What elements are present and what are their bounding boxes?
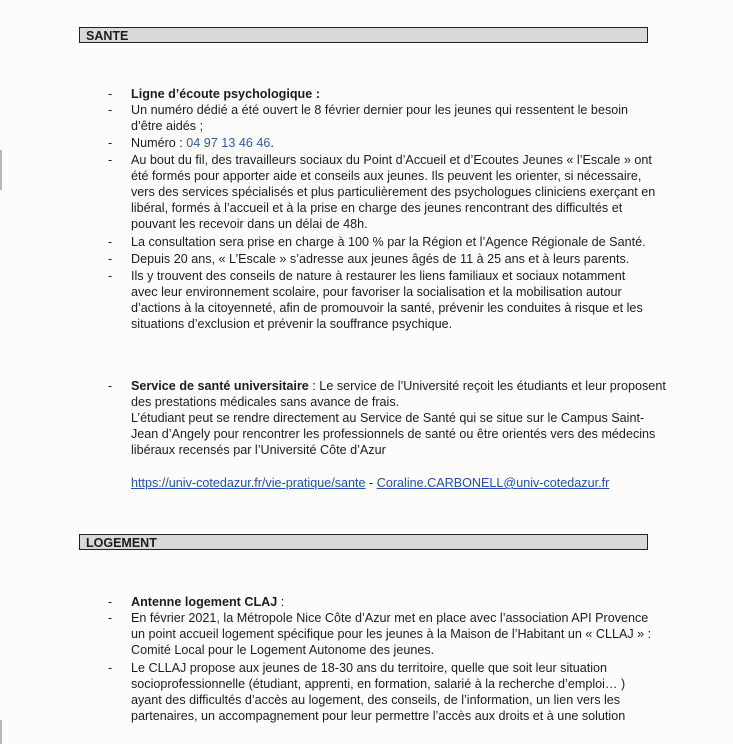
- paragraph-line: Ils y trouvent des conseils de nature à restaurer les liens familiaux et sociaux notamment: [131, 269, 626, 283]
- paragraph-line: des prestations médicales sans avance de frais.: [131, 395, 400, 409]
- subsection-universitaire: [131, 378, 666, 394]
- paragraph-line: pouvant les recevoir dans un délai de 48h.: [131, 217, 368, 231]
- link-separator: -: [365, 476, 377, 490]
- bullet-dash: -: [108, 153, 113, 167]
- section-title: LOGEMENT: [86, 536, 157, 550]
- links-line: [131, 475, 609, 491]
- paragraph-line: Comité Local pour le Logement Autonome des jeunes.: [131, 643, 435, 657]
- scan-edge-mark: [0, 720, 2, 744]
- paragraph-line: situations d’exclusion et prévenir la souffrance psychique.: [131, 317, 453, 331]
- subsection-heading-ecoute: Ligne d’écoute psychologique :: [131, 87, 320, 101]
- bullet-dash: -: [108, 661, 113, 675]
- paragraph-line: partenaires, un accompagnement pour leur permettre l’accès aux droits et à une solution: [131, 709, 626, 723]
- sante-page-link[interactable]: https://univ-cotedazur.fr/vie-pratique/sante: [131, 476, 366, 490]
- paragraph-line: ayant des difficultés d’accès au logement, des conseils, de l’information, un lien vers les: [131, 693, 621, 707]
- contact-email-link[interactable]: Coraline.CARBONELL@univ-cotedazur.fr: [376, 476, 610, 490]
- bullet-dash: -: [108, 103, 113, 117]
- paragraph-line: Un numéro dédié a été ouvert le 8 février dernier pour les jeunes qui ressentent le besoin: [131, 103, 629, 117]
- paragraph-line: libéral, formés à l’accueil et à la prise en charge des jeunes rencontrant des difficultés et: [131, 201, 623, 215]
- subsection-heading-universitaire: Service de santé universitaire: [131, 379, 309, 393]
- paragraph-line: En février 2021, la Métropole Nice Côte d’Azur met en place avec l’association API Provence: [131, 611, 649, 625]
- paragraph-line: d’actions à la citoyenneté, afin de promouvoir la santé, prévenir les conduites à risque et les: [131, 301, 643, 315]
- paragraph-line: Au bout du fil, des travailleurs sociaux du Point d’Accueil et d’Ecoutes Jeunes « l’Escale » ont: [131, 153, 652, 167]
- paragraph-line: Depuis 20 ans, « L’Escale » s’adresse aux jeunes âgés de 11 à 25 ans et à leurs parents.: [131, 252, 630, 266]
- heading-colon: :: [277, 595, 285, 609]
- paragraph-line: L’étudiant peut se rendre directement au Service de Santé qui se situe sur le Campus Saint-: [131, 411, 645, 425]
- paragraph-text: : Le service de l’Université reçoit les étudiants et leur proposent: [308, 379, 666, 393]
- bullet-dash: -: [108, 235, 113, 249]
- subsection-heading-claj: Antenne logement CLAJ: [131, 595, 278, 609]
- section-title: SANTE: [86, 29, 129, 43]
- paragraph-line: d’être aidés ;: [131, 119, 204, 133]
- paragraph-line: Le CLLAJ propose aux jeunes de 18-30 ans du territoire, quelle que soit leur situation: [131, 661, 608, 675]
- bullet-dash: -: [108, 87, 113, 101]
- bullet-dash: -: [108, 136, 113, 150]
- bullet-dash: -: [108, 611, 113, 625]
- paragraph-line: vers des services spécialisés et plus particulièrement des psychologues cliniciens exerçant en: [131, 185, 656, 199]
- phone-label: Numéro :: [131, 136, 187, 150]
- paragraph-line: Jean d’Angely pour rencontrer les professionnels de santé ou être orientés vers des médecins: [131, 427, 656, 441]
- section-header-sante: [79, 27, 648, 43]
- scan-edge-mark: [0, 150, 2, 190]
- paragraph-line: un point accueil logement spécifique pour les jeunes à la Maison de l’Habitant un « CLLAJ » :: [131, 627, 652, 641]
- subsection-logement: [131, 594, 284, 610]
- paragraph-line: avec leur environnement scolaire, pour favoriser la socialisation et la mobilisation autour: [131, 285, 622, 299]
- paragraph-line: socioprofessionnelle (étudiant, apprenti, en formation, salarié à la recherche d’emploi… ): [131, 677, 626, 691]
- phone-suffix: .: [270, 136, 274, 150]
- bullet-dash: -: [108, 379, 113, 393]
- paragraph-line: libéraux recensés par l’Université Côte d’Azur: [131, 443, 386, 457]
- bullet-dash: -: [108, 252, 113, 266]
- paragraph-line: La consultation sera prise en charge à 100 % par la Région et l’Agence Régionale de Santé.: [131, 235, 646, 249]
- bullet-dash: -: [108, 269, 113, 283]
- paragraph-line: été formés pour apporter aide et conseils aux jeunes. Ils peuvent les orienter, si nécessaire,: [131, 169, 642, 183]
- bullet-dash: -: [108, 595, 113, 609]
- section-header-logement: [79, 534, 648, 550]
- phone-number[interactable]: 04 97 13 46 46: [186, 136, 271, 150]
- phone-line: [131, 135, 274, 151]
